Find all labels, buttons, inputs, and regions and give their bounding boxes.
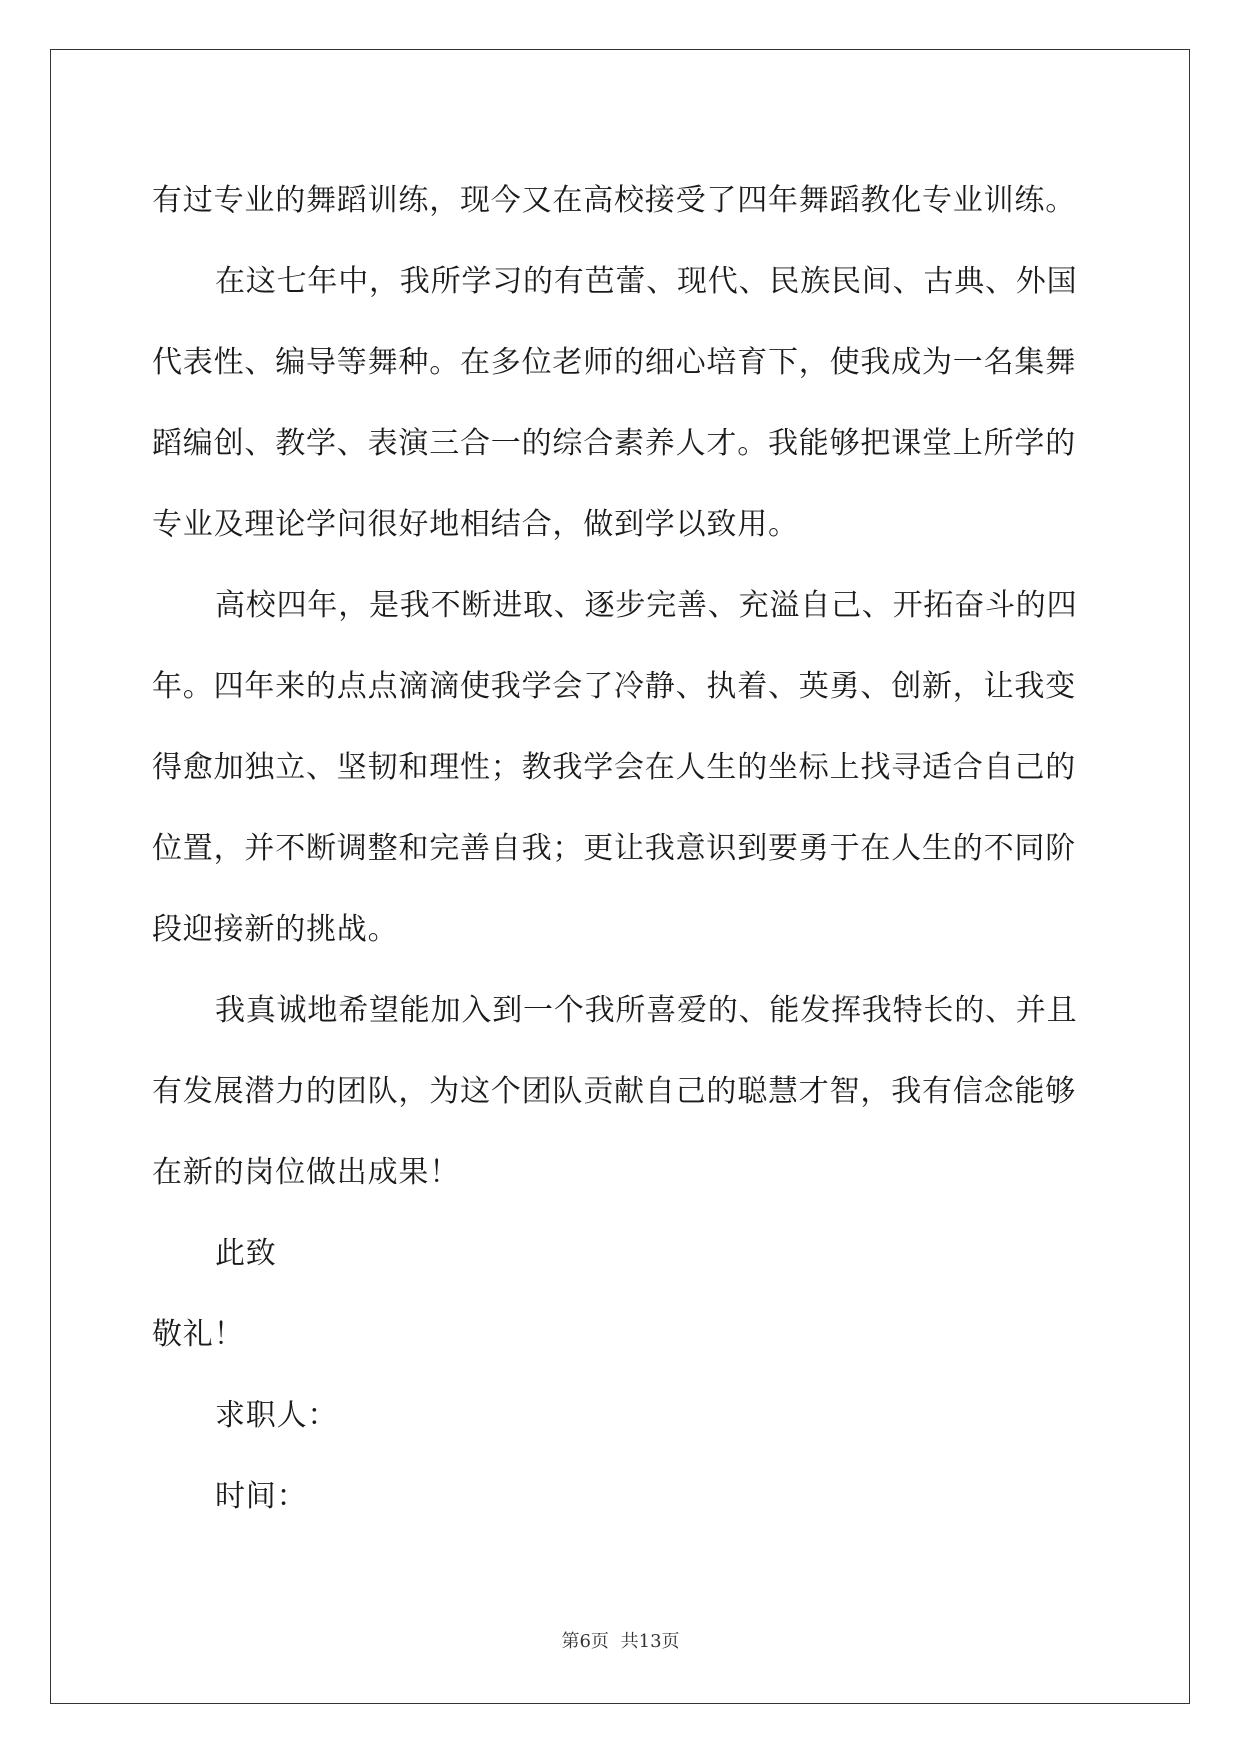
closing-regards: 敬礼！ [152, 1317, 245, 1352]
body-line: 在新的岗位做出成果！ [152, 1155, 460, 1190]
paragraph-start-line: 我真诚地希望能加入到一个我所喜爱的、能发挥我特长的、并且 [215, 993, 1078, 1028]
body-line: 蹈编创、教学、表演三合一的综合素养人才。我能够把课堂上所学的 [152, 426, 1076, 461]
body-line: 年。四年来的点点滴滴使我学会了冷静、执着、英勇、创新，让我变 [152, 669, 1076, 704]
body-line: 得愈加独立、坚韧和理性；教我学会在人生的坐标上找寻适合自己的 [152, 750, 1076, 785]
closing-salutation: 此致 [215, 1236, 277, 1271]
applicant-signature-label: 求职人： [215, 1398, 339, 1433]
total-pages: 共13页 [620, 1631, 680, 1652]
body-line: 有发展潜力的团队，为这个团队贡献自己的聪慧才智，我有信念能够 [152, 1074, 1076, 1109]
date-label: 时间： [215, 1479, 308, 1514]
page-footer [0, 1630, 1241, 1654]
body-line: 位置，并不断调整和完善自我；更让我意识到要勇于在人生的不同阶 [152, 831, 1076, 866]
paragraph-start-line: 高校四年，是我不断进取、逐步完善、充溢自己、开拓奋斗的四 [215, 588, 1078, 623]
page-number: 第6页 [561, 1631, 609, 1652]
body-line: 段迎接新的挑战。 [152, 912, 399, 947]
body-line: 有过专业的舞蹈训练，现今又在高校接受了四年舞蹈教化专业训练。 [152, 183, 1076, 218]
paragraph-start-line: 在这七年中，我所学习的有芭蕾、现代、民族民间、古典、外国 [215, 264, 1078, 299]
body-line: 专业及理论学问很好地相结合，做到学以致用。 [152, 507, 799, 542]
letter-body [152, 160, 1092, 1537]
body-line: 代表性、编导等舞种。在多位老师的细心培育下，使我成为一名集舞 [152, 345, 1076, 380]
